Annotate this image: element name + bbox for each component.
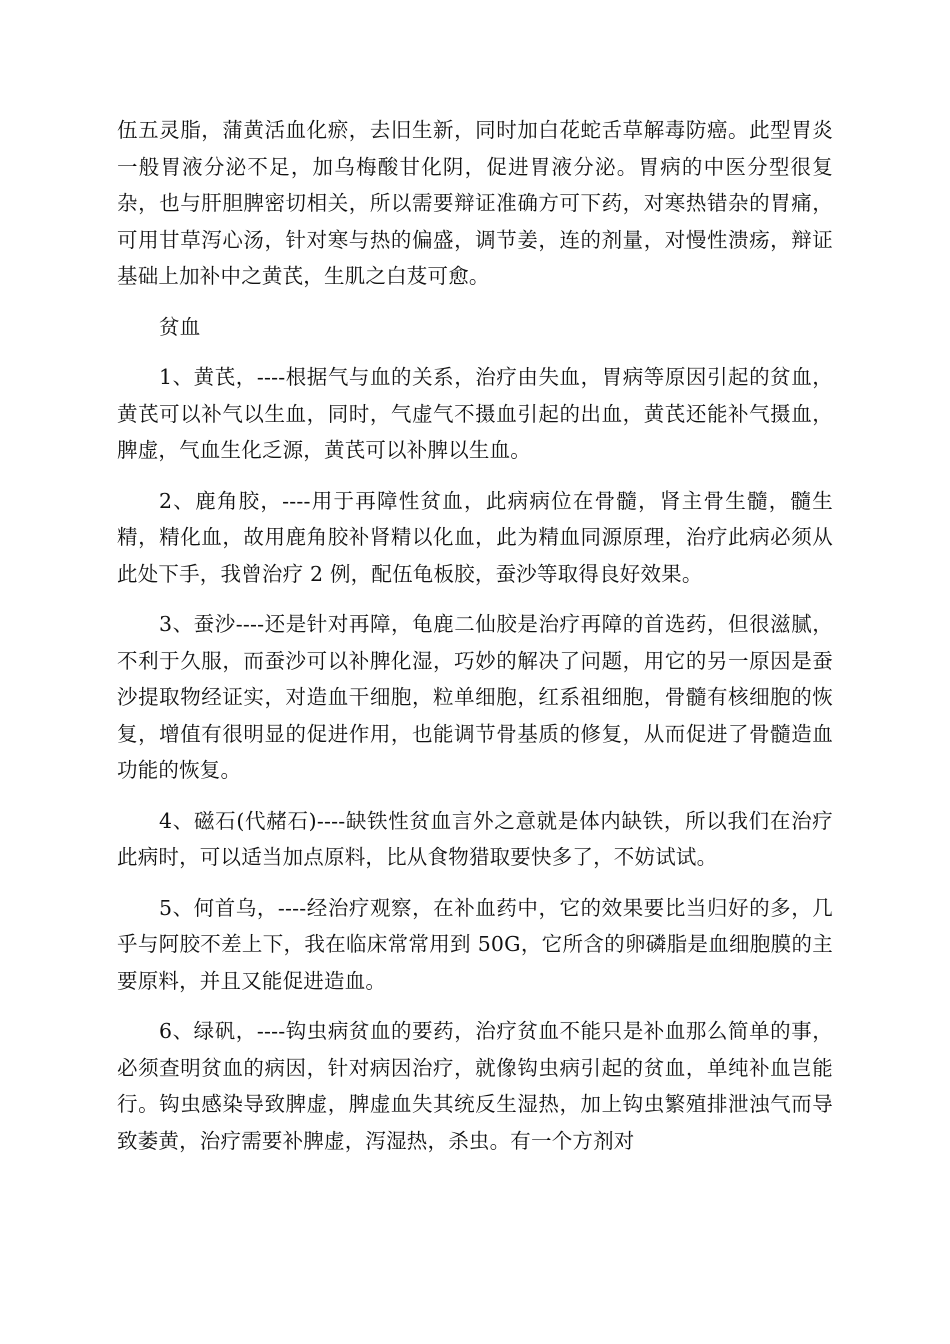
paragraph-item-5: 5、何首乌，----经治疗观察，在补血药中，它的效果要比当归好的多，几乎与阿胶不差上下，我在临床常常用到 50G，它所含的卵磷脂是血细胞膜的主要原料，并且又能促进造血。 <box>117 895 833 993</box>
paragraph-item-3: 3、蚕沙----还是针对再障，龟鹿二仙胶是治疗再障的首选药，但很滋腻，不利于久服，而蚕沙可以补脾化湿，巧妙的解决了问题，用它的另一原因是蚕沙提取物经证实，对造血干细胞，粒单细胞，红系祖细胞，骨髓有核细胞的恢复，增值有很明显的促进作用，也能调节骨基质的修复，从而促进了骨髓造血功能的恢复。 <box>117 612 833 782</box>
paragraph-item-4: 4、磁石(代赭石)----缺铁性贫血言外之意就是体内缺铁，所以我们在治疗此病时，可以适当加点原料，比从食物猎取要快多了，不妨试试。 <box>117 808 833 869</box>
paragraph-item-1: 1、黄芪，----根据气与血的关系，治疗由失血，胃病等原因引起的贫血，黄芪可以补气以生血，同时，气虚气不摄血引起的出血，黄芪还能补气摄血，脾虚，气血生化乏源，黄芪可以补脾以生血。 <box>117 365 833 462</box>
document-page <box>117 112 833 1173</box>
paragraph-item-2: 2、鹿角胶，----用于再障性贫血，此病病位在骨髓，肾主骨生髓，髓生精，精化血，故用鹿角胶补肾精以化血，此为精血同源原理，治疗此病必须从此处下手，我曾治疗 2 例，配伍龟板胶，蚕沙等取得良好效果。 <box>117 488 833 586</box>
paragraph-item-6: 6、绿矾，----钩虫病贫血的要药，治疗贫血不能只是补血那么简单的事，必须查明贫血的病因，针对病因治疗，就像钩虫病引起的贫血，单纯补血岂能行。钩虫感染导致脾虚，脾虚血失其统反生湿热，加上钩虫繁殖排泄浊气而导致萎黄，治疗需要补脾虚，泻湿热，杀虫。有一个方剂对 <box>117 1019 833 1153</box>
paragraph-stomach-continued: 伍五灵脂，蒲黄活血化瘀，去旧生新，同时加白花蛇舌草解毒防癌。此型胃炎一般胃液分泌不足，加乌梅酸甘化阴，促进胃液分泌。胃病的中医分型很复杂，也与肝胆脾密切相关，所以需要辩证准确方可下药，对寒热错杂的胃痛，可用甘草泻心汤，针对寒与热的偏盛，调节姜，连的剂量，对慢性溃疡，辩证基础上加补中之黄芪，生肌之白芨可愈。 <box>117 118 833 288</box>
section-heading-anemia: 贫血 <box>159 314 201 339</box>
